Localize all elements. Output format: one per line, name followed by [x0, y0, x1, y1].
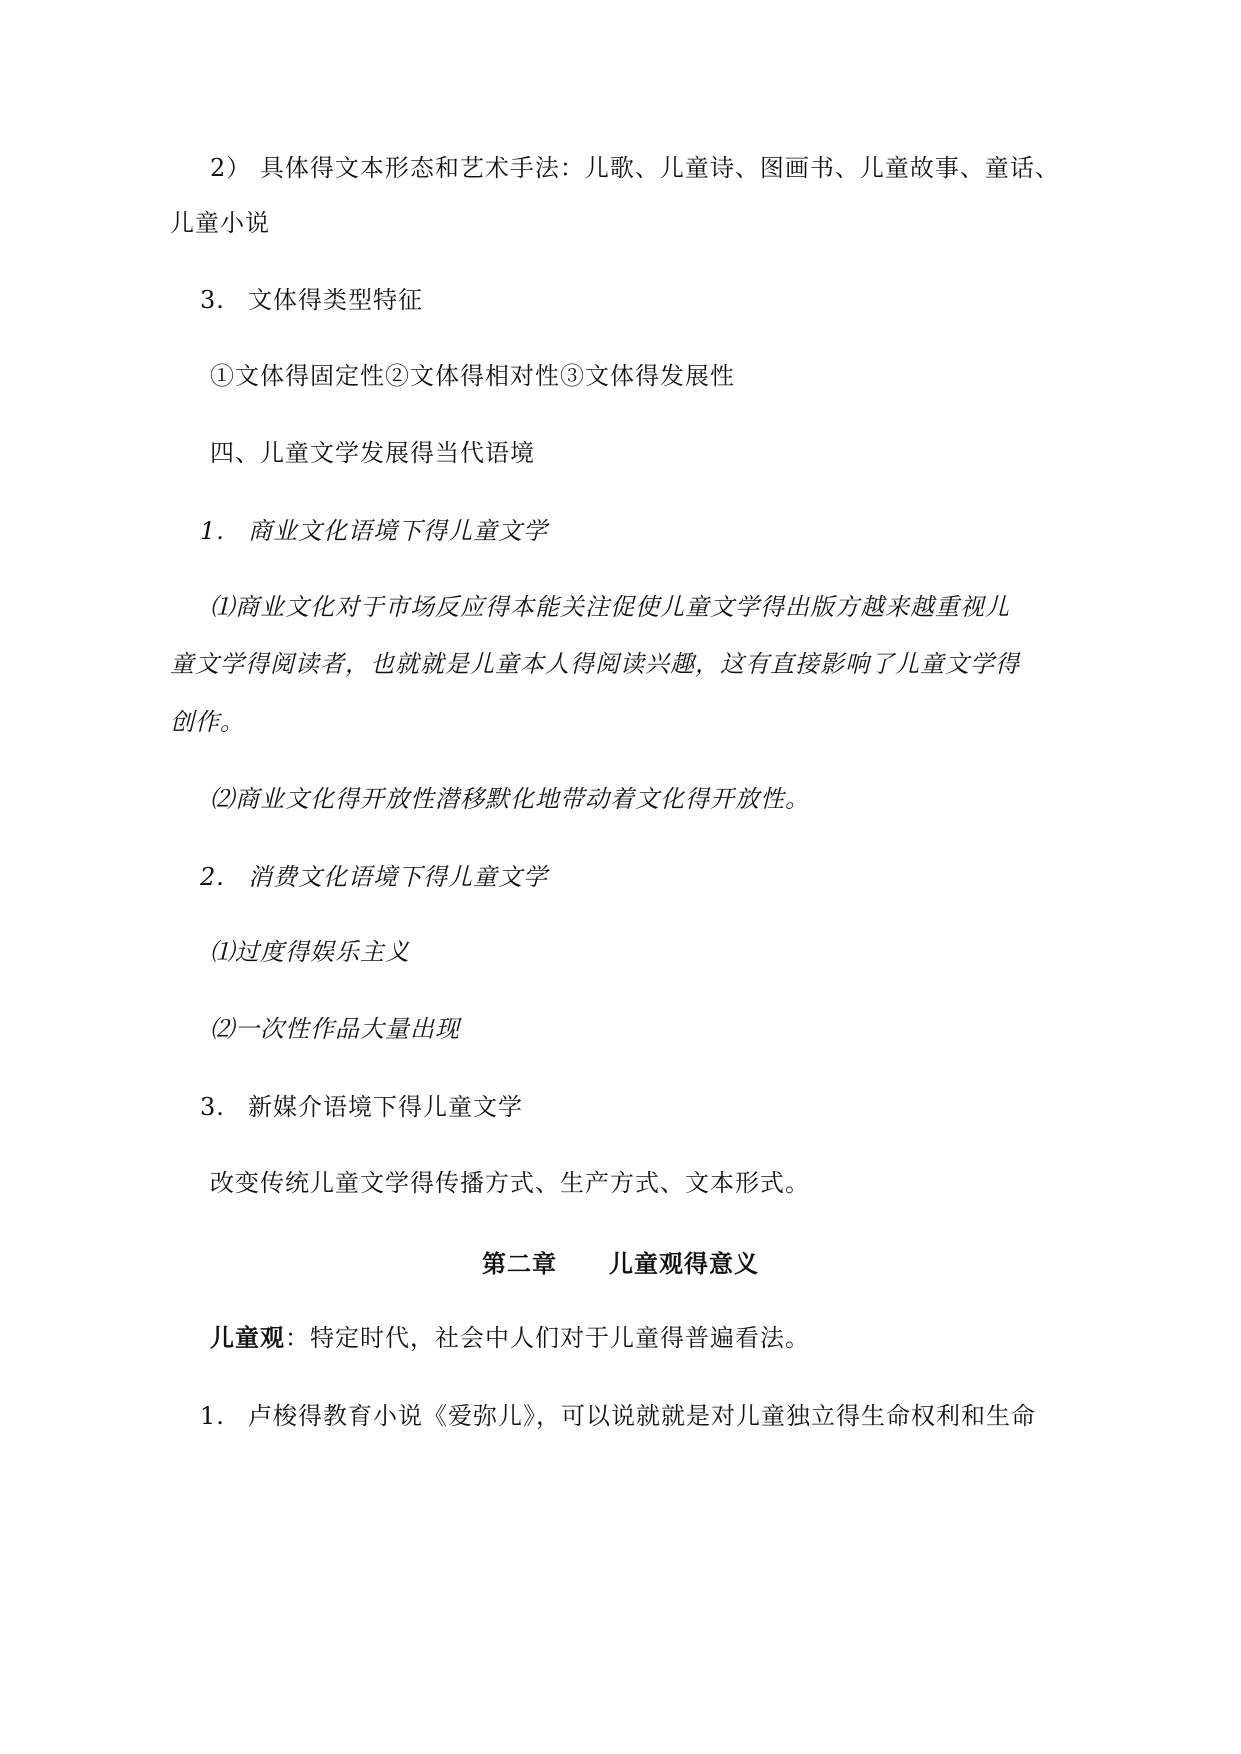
text-line: 2） 具体得文本形态和艺术手法：儿歌、儿童诗、图画书、儿童故事、童话、: [210, 154, 1060, 182]
section-label: 消费文化语境下得儿童文学: [248, 863, 548, 891]
section-number: 3.: [200, 286, 225, 314]
definition-text: ：特定时代，社会中人们对于儿童得普遍看法。: [285, 1324, 810, 1352]
definition-line: [210, 1322, 810, 1354]
section-heading: [200, 1091, 523, 1123]
section-number: 1.: [200, 517, 225, 545]
text-line: ⑴过度得娱乐主义: [210, 938, 410, 966]
section-label: 新媒介语境下得儿童文学: [248, 1093, 523, 1121]
text-line: ⑵一次性作品大量出现: [210, 1015, 460, 1043]
text-line: ⑴商业文化对于市场反应得本能关注促使儿童文学得出版方越来越重视儿: [210, 593, 1010, 621]
section-label: 卢梭得教育小说《爱弥儿》，可以说就就是对儿童独立得生命权利和生命: [248, 1402, 1036, 1430]
chapter-title: [0, 1244, 1241, 1279]
section-heading: 四、儿童文学发展得当代语境: [210, 439, 535, 467]
text-line: 童文学得阅读者，也就就是儿童本人得阅读兴趣，这有直接影响了儿童文学得: [170, 650, 1020, 678]
section-heading: [200, 861, 548, 893]
chapter-name: 儿童观得意义: [609, 1249, 759, 1278]
section-heading: [200, 284, 423, 316]
text-line: ①文体得固定性②文体得相对性③文体得发展性: [210, 362, 735, 390]
section-number: 2.: [200, 863, 225, 891]
definition-term: 儿童观: [210, 1323, 285, 1352]
section-label: 文体得类型特征: [248, 286, 423, 314]
text-line: 创作。: [170, 708, 245, 736]
section-heading: [200, 515, 548, 547]
text-line: ⑵商业文化得开放性潜移默化地带动着文化得开放性。: [210, 785, 810, 813]
section-heading: [200, 1400, 1036, 1432]
section-number: 1.: [200, 1402, 225, 1430]
chapter-number: 第二章: [482, 1249, 557, 1278]
text-line: 儿童小说: [170, 209, 270, 237]
text-line: 改变传统儿童文学得传播方式、生产方式、文本形式。: [210, 1169, 810, 1197]
section-number: 3.: [200, 1093, 225, 1121]
section-label: 商业文化语境下得儿童文学: [248, 517, 548, 545]
